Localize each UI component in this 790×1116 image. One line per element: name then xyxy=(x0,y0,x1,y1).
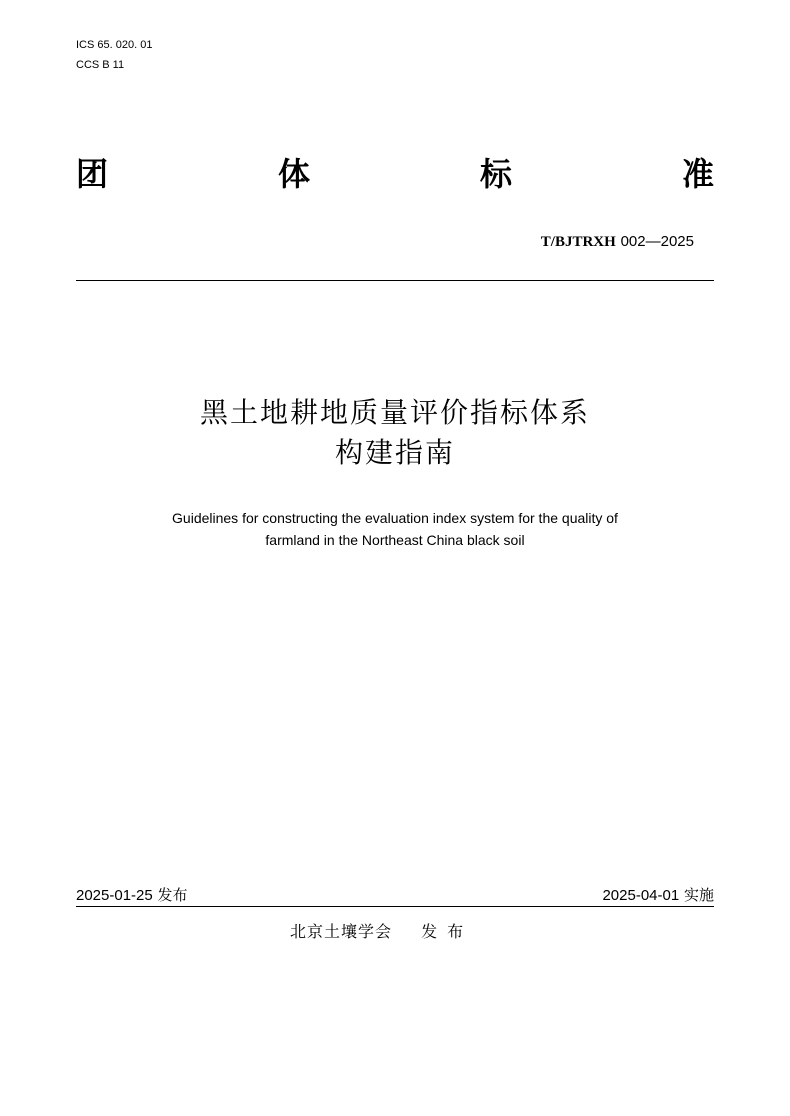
publish-date-label: 发布 xyxy=(157,886,188,904)
english-title xyxy=(76,507,714,551)
chinese-title xyxy=(76,393,714,473)
publish-date-value: 2025-01-25 xyxy=(76,887,153,904)
doc-type-char: 团 xyxy=(76,155,109,193)
publish-date xyxy=(76,884,188,907)
top-divider xyxy=(76,280,714,281)
doc-type-char: 标 xyxy=(479,155,512,193)
doc-type-char: 体 xyxy=(277,155,310,193)
issuer-organization: 北京土壤学会 xyxy=(290,922,393,941)
implement-date-label: 实施 xyxy=(683,886,714,904)
standard-prefix: T/BJTRXH xyxy=(540,234,616,250)
chinese-title-line: 黑土地耕地质量评价指标体系 xyxy=(199,396,590,429)
implement-date-value: 2025-04-01 xyxy=(602,887,680,904)
standard-number xyxy=(541,230,694,253)
implement-date xyxy=(602,884,714,907)
bottom-divider xyxy=(76,906,714,907)
ics-code: ICS 65. 020. 01 xyxy=(76,39,153,51)
issuer xyxy=(290,920,473,944)
chinese-title-line: 构建指南 xyxy=(334,436,455,469)
ccs-code: CCS B 11 xyxy=(76,59,125,71)
issuer-action: 发布 xyxy=(421,922,474,941)
doc-type-char: 准 xyxy=(681,155,714,193)
english-title-line: Guidelines for constructing the evaluation index system for the quality of xyxy=(172,510,618,526)
document-type-heading xyxy=(76,152,714,196)
standard-num: 002—2025 xyxy=(620,233,694,250)
english-title-line: farmland in the Northeast China black soil xyxy=(265,532,525,548)
